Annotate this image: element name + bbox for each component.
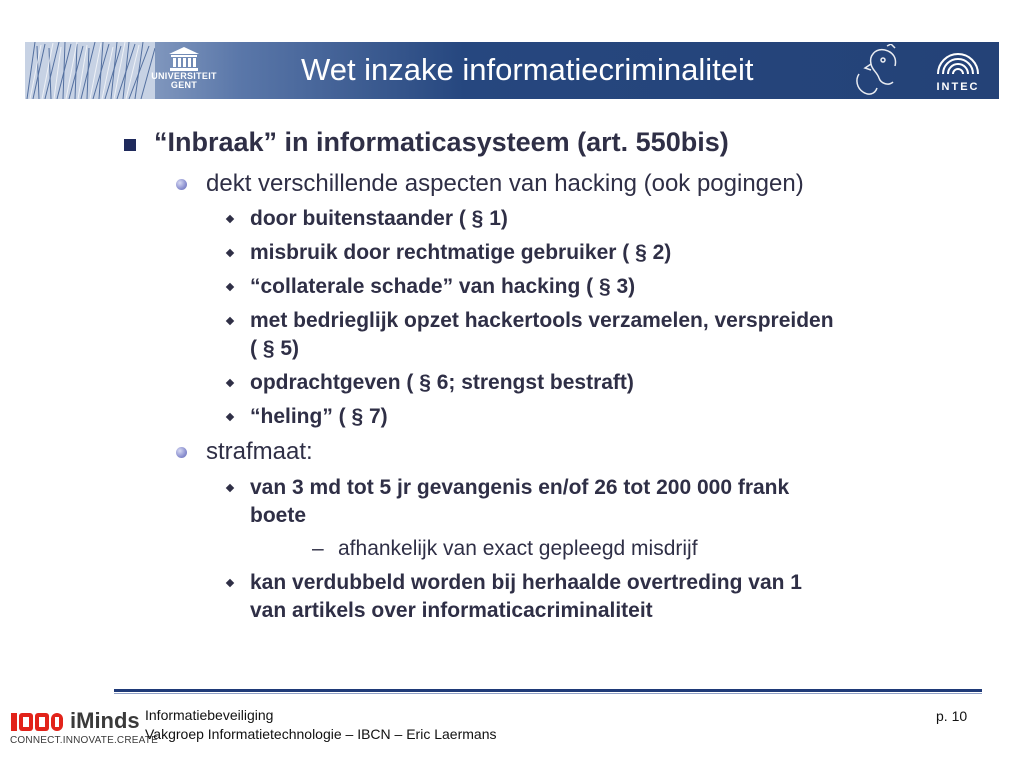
- bullet-level3: kan verdubbeld worden bij herhaalde overtreding van 1: [250, 571, 802, 594]
- bullet-level4: afhankelijk van exact gepleegd misdrijf: [338, 537, 698, 560]
- diamond-bullet-icon: [226, 413, 234, 421]
- bullet-level3: door buitenstaander ( § 1): [250, 207, 508, 230]
- round-bullet-icon: [176, 179, 187, 190]
- bullet-level3: misbruik door rechtmatige gebruiker ( § 2): [250, 241, 672, 264]
- footer-course: Informatiebeveiliging: [145, 707, 274, 723]
- footer-divider-thin: [114, 693, 982, 694]
- iminds-wordmark: iMinds: [70, 708, 140, 733]
- bullet-level3-continuation: boete: [250, 504, 307, 527]
- page-number: p. 10: [936, 708, 968, 724]
- diamond-bullet-icon: [226, 484, 234, 492]
- diamond-bullet-icon: [226, 283, 234, 291]
- diamond-bullet-icon: [226, 579, 234, 587]
- intec-logo-text: INTEC: [936, 81, 980, 93]
- footer-department: Vakgroep Informatietechnologie – IBCN – Eric Laermans: [145, 726, 497, 742]
- iminds-mark-icon: [10, 709, 66, 735]
- footer-divider: [114, 689, 982, 692]
- bullet-level3: opdrachtgeven ( § 6; strengst bestraft): [250, 371, 634, 394]
- bullet-level2: strafmaat:: [206, 438, 313, 465]
- bullet-level3: “collaterale schade” van hacking ( § 3): [250, 275, 636, 298]
- diamond-bullet-icon: [226, 249, 234, 257]
- slide-title: Wet inzake informatiecriminaliteit: [301, 52, 754, 87]
- diamond-bullet-icon: [226, 215, 234, 223]
- bullet-level3: van 3 md tot 5 jr gevangenis en/of 26 tot 200 000 frank: [250, 476, 790, 499]
- ugent-logo-line2: GENT: [170, 80, 198, 90]
- ugent-logo-line1: UNIVERSITEIT: [151, 71, 217, 81]
- dash-bullet-icon: –: [312, 537, 324, 560]
- bullet-level3: met bedrieglijk opzet hackertools verzamelen, verspreiden: [250, 309, 834, 332]
- round-bullet-icon: [176, 447, 187, 458]
- iminds-tagline: CONNECT.INNOVATE.CREATE: [10, 735, 158, 746]
- bullet-level1: “Inbraak” in informaticasysteem (art. 550bis): [154, 127, 729, 157]
- bullet-level3-continuation: ( § 5): [250, 337, 300, 360]
- bullet-level3: “heling” ( § 7): [250, 405, 388, 428]
- square-bullet-icon: [124, 139, 136, 151]
- bullet-level3-continuation: van artikels over informaticacriminaliteit: [250, 599, 653, 622]
- diamond-bullet-icon: [226, 379, 234, 387]
- bullet-level2: dekt verschillende aspecten van hacking (ook pogingen): [206, 170, 804, 197]
- iminds-logo: [8, 708, 158, 750]
- diamond-bullet-icon: [226, 317, 234, 325]
